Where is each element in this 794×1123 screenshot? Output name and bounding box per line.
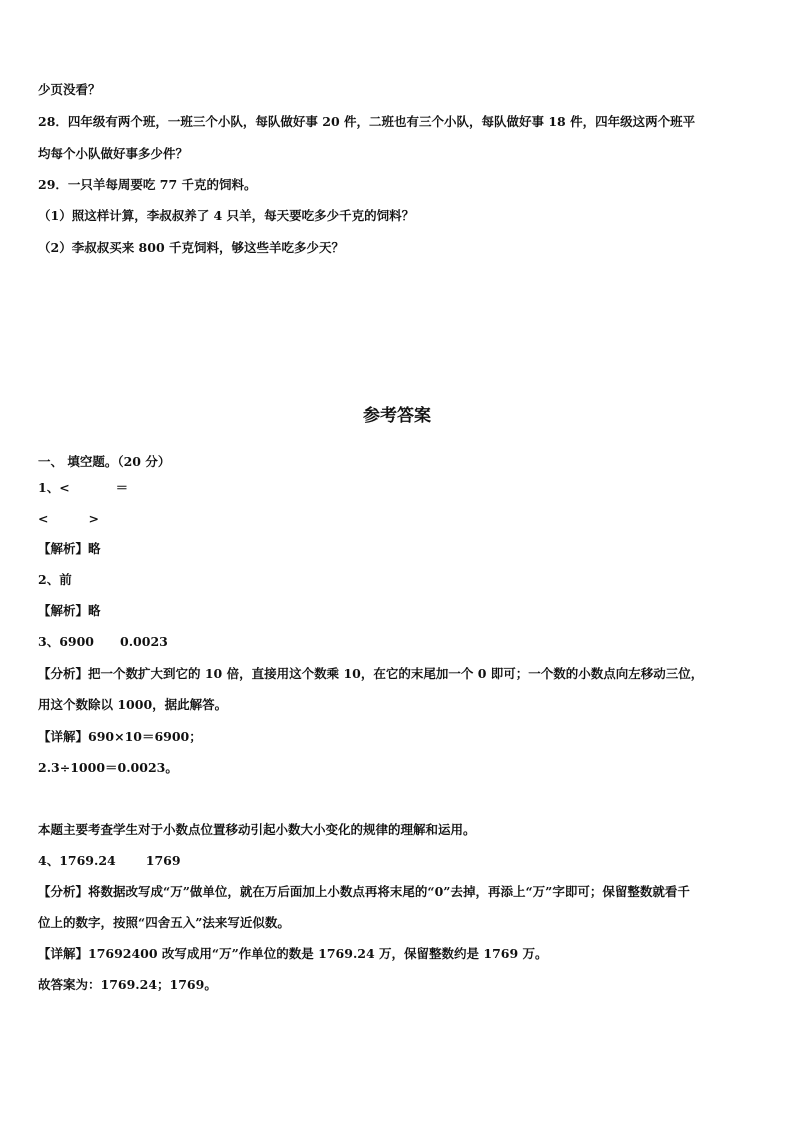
- answer1-second: ＝: [115, 480, 129, 495]
- answer1-first: 1、<: [38, 480, 70, 495]
- section1-heading: 一、 填空题。（20 分）: [38, 454, 171, 469]
- answer4: [38, 853, 754, 869]
- answer3-fenxi-line1: 【分析】把一个数扩大到它的 10 倍，直接用这个数乘 10，在它的末尾加一个 0 即可；一个数的小数点向左移动三位，: [38, 666, 704, 681]
- answer3: [38, 634, 754, 650]
- q29-stem: 29．一只羊每周要吃 77 千克的饲料。: [38, 177, 257, 192]
- answer1-row2-second: >: [88, 511, 99, 526]
- answers-title: 参考答案: [363, 406, 431, 426]
- answer2: 2、前: [38, 572, 72, 587]
- answer3-fenxi-line2: 用这个数除以 1000，据此解答。: [38, 697, 228, 712]
- answer3-second: 0.0023: [120, 634, 168, 649]
- answer4-final: 故答案为：1769.24；1769。: [38, 977, 217, 992]
- answer4-xiangjie: 【详解】17692400 改写成用“万”作单位的数是 1769.24 万，保留整数约是 1769 万。: [38, 946, 548, 961]
- q29-part2: （2）李叔叔买来 800 千克饲料，够这些羊吃多少天？: [38, 240, 344, 255]
- answer3-summary: 本题主要考查学生对于小数点位置移动引起小数大小变化的规律的理解和运用。: [38, 822, 476, 837]
- answer4-second: 1769: [145, 853, 181, 868]
- q27-tail: 少页没看？: [38, 82, 101, 97]
- q29-part1: （1）照这样计算，李叔叔养了 4 只羊，每天要吃多少千克的饲料？: [38, 208, 415, 223]
- answer3-first: 3、6900: [38, 634, 94, 649]
- answer3-xiangjie-line1: 【详解】690×10＝6900；: [38, 729, 202, 744]
- answer1-row2-first: <: [38, 511, 49, 526]
- answer4-first: 4、1769.24: [38, 853, 116, 868]
- answer1-row2: [38, 511, 754, 527]
- q28-line2: 均每个小队做好事多少件？: [38, 146, 189, 161]
- answer1-row1: [38, 480, 754, 496]
- q28-line1: 28．四年级有两个班，一班三个小队，每队做好事 20 件，二班也有三个小队，每队做好事 18 件，四年级这两个班平: [38, 114, 696, 129]
- answer2-analysis: 【解析】略: [38, 603, 101, 618]
- answer1-analysis: 【解析】略: [38, 541, 101, 556]
- answer4-fenxi-line2: 位上的数字，按照“四舍五入”法来写近似数。: [38, 915, 290, 930]
- answer3-xiangjie-line2: 2.3÷1000＝0.0023。: [38, 760, 178, 775]
- answer4-fenxi-line1: 【分析】将数据改写成“万”做单位，就在万后面加上小数点再将末尾的“0”去掉，再添上“万”字即可；保留整数就看千: [38, 884, 690, 899]
